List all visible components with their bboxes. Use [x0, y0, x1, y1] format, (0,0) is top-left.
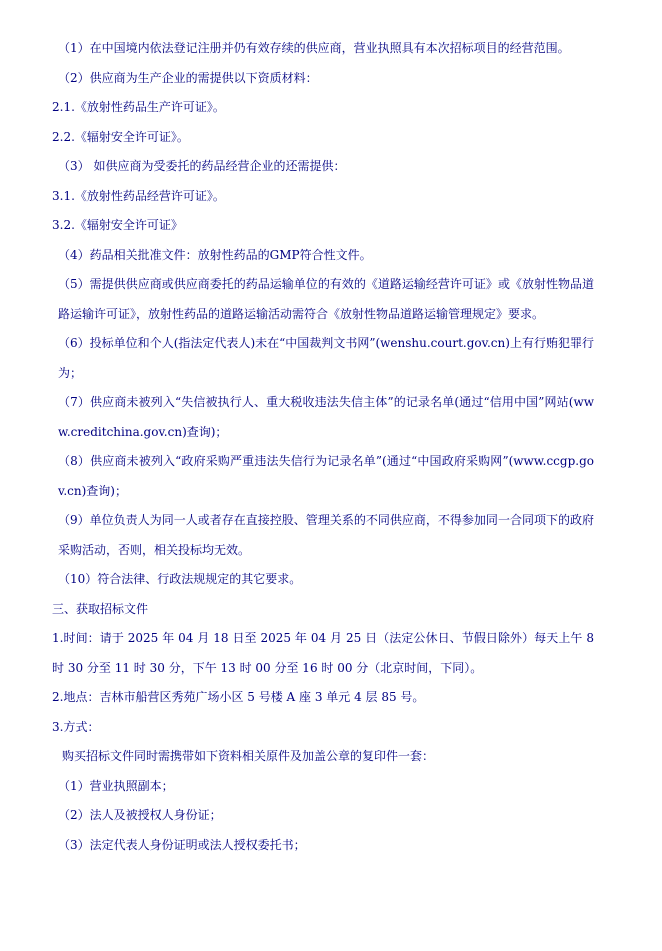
paragraph-item-3-1: 3.1.《放射性药品经营许可证》。 — [52, 188, 225, 203]
paragraph-qualification-8: （8）供应商未被列入“政府采购严重违法失信行为记录名单”(通过“中国政府采购网”(www.ccgp.gov.cn)查询)； — [58, 454, 594, 498]
paragraph-material-2: （2）法人及被授权人身份证； — [58, 808, 222, 822]
paragraph-qualification-3: （3） 如供应商为受委托的药品经营企业的还需提供： — [58, 159, 346, 173]
paragraph-qualification-7: （7）供应商未被列入“失信被执行人、重大税收违法失信主体”的记录名单(通过“信用中国”网站(www.creditchina.gov.cn)查询)； — [58, 395, 594, 439]
paragraph-material-3: （3）法定代表人身份证明或法人授权委托书； — [58, 837, 306, 852]
paragraph-qualification-2: （2）供应商为生产企业的需提供以下资质材料： — [58, 70, 318, 85]
paragraph-obtain-method: 3.方式： — [52, 719, 100, 734]
paragraph-obtain-time: 1.时间：请于 2025 年 04 月 18 日至 2025 年 04 月 25 日（法定公休日、节假日除外）每天上午 8 时 30 分至 11 时 30 分，下午 13 时 00 分至 16 时 00 分（北京时间，下同）。 — [52, 631, 594, 675]
paragraph-item-3-2: 3.2.《辐射安全许可证》 — [52, 218, 183, 232]
paragraph-item-2-2: 2.2.《辐射安全许可证》。 — [52, 129, 189, 144]
paragraph-qualification-5: （5）需提供供应商或供应商委托的药品运输单位的有效的《道路运输经营许可证》或《放射性物品道路运输许可证》，放射性药品的道路运输活动需符合《放射性物品道路运输管理规定》要求。 — [58, 277, 594, 321]
paragraph-obtain-location: 2.地点：吉林市船营区秀苑广场小区 5 号楼 A 座 3 单元 4 层 85 号。 — [52, 690, 425, 704]
paragraph-qualification-4: （4）药品相关批准文件：放射性药品的GMP符合性文件。 — [58, 247, 372, 262]
paragraph-qualification-1: （1）在中国境内依法登记注册并仍有效存续的供应商，营业执照具有本次招标项目的经营范围。 — [58, 41, 570, 55]
paragraph-qualification-10: （10）符合法律、行政法规规定的其它要求。 — [58, 572, 302, 586]
paragraph-required-materials: 购买招标文件同时需携带如下资料相关原件及加盖公章的复印件一套： — [62, 749, 435, 763]
paragraph-qualification-9: （9）单位负责人为同一人或者存在直接控股、管理关系的不同供应商，不得参加同一合同项下的政府采购活动，否则，相关投标均无效。 — [58, 513, 594, 557]
paragraph-item-2-1: 2.1.《放射性药品生产许可证》。 — [52, 100, 225, 114]
section-heading-obtain-documents: 三、获取招标文件 — [52, 601, 149, 616]
paragraph-qualification-6: （6）投标单位和个人(指法定代表人)未在“中国裁判文书网”(wenshu.court.gov.cn)上有行贿犯罪行为； — [58, 336, 594, 380]
paragraph-material-1: （1）营业执照副本； — [58, 778, 174, 793]
